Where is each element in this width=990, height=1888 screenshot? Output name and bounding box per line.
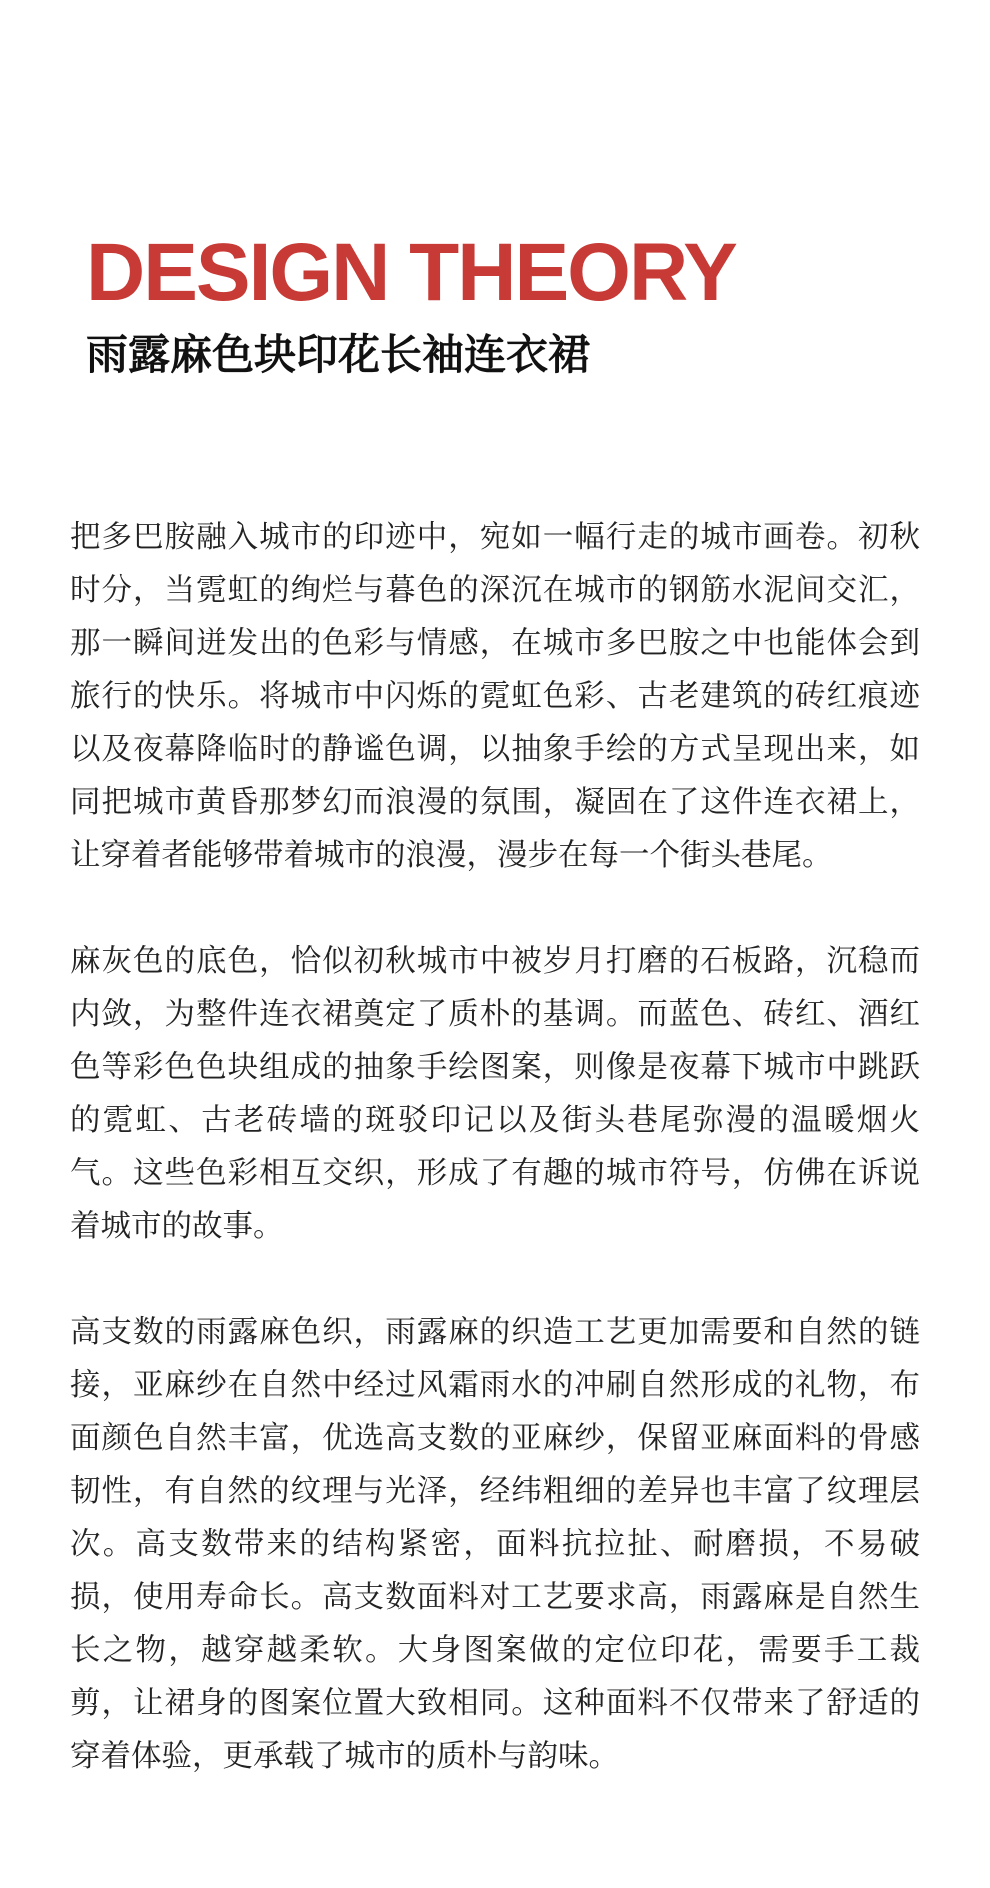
description-body <box>70 511 920 1783</box>
description-paragraph-2: 麻灰色的底色，恰似初秋城市中被岁月打磨的石板路，沉稳而内敛，为整件连衣裙奠定了质朴的基调。而蓝色、砖红、酒红色等彩色色块组成的抽象手绘图案，则像是夜幕下城市中跳跃的霓虹、古老砖墙的斑驳印记以及街头巷尾弥漫的温暖烟火气。这些色彩相互交织，形成了有趣的城市符号，仿佛在诉说着城市的故事。 <box>70 944 920 1244</box>
description-paragraph-1: 把多巴胺融入城市的印迹中，宛如一幅行走的城市画卷。初秋时分，当霓虹的绚烂与暮色的深沉在城市的钢筋水泥间交汇，那一瞬间迸发出的色彩与情感，在城市多巴胺之中也能体会到旅行的快乐。将城市中闪烁的霓虹色彩、古老建筑的砖红痕迹以及夜幕降临时的静谧色调，以抽象手绘的方式呈现出来，如同把城市黄昏那梦幻而浪漫的氛围，凝固在了这件连衣裙上，让穿着者能够带着城市的浪漫，漫步在每一个街头巷尾。 <box>70 520 920 873</box>
section-title: DESIGN THEORY <box>86 227 736 318</box>
product-name: 雨露麻色块印花长袖连衣裙 <box>86 330 591 379</box>
description-paragraph-3: 高支数的雨露麻色织，雨露麻的织造工艺更加需要和自然的链接，亚麻纱在自然中经过风霜雨水的冲刷自然形成的礼物，布面颜色自然丰富，优选高支数的亚麻纱，保留亚麻面料的骨感韧性，有自然的纹理与光泽，经纬粗细的差异也丰富了纹理层次。高支数带来的结构紧密，面料抗拉扯、耐磨损，不易破损，使用寿命长。高支数面料对工艺要求高，雨露麻是自然生长之物，越穿越柔软。大身图案做的定位印花，需要手工裁剪，让裙身的图案位置大致相同。这种面料不仅带来了舒适的穿着体验，更承载了城市的质朴与韵味。 <box>70 1315 920 1774</box>
